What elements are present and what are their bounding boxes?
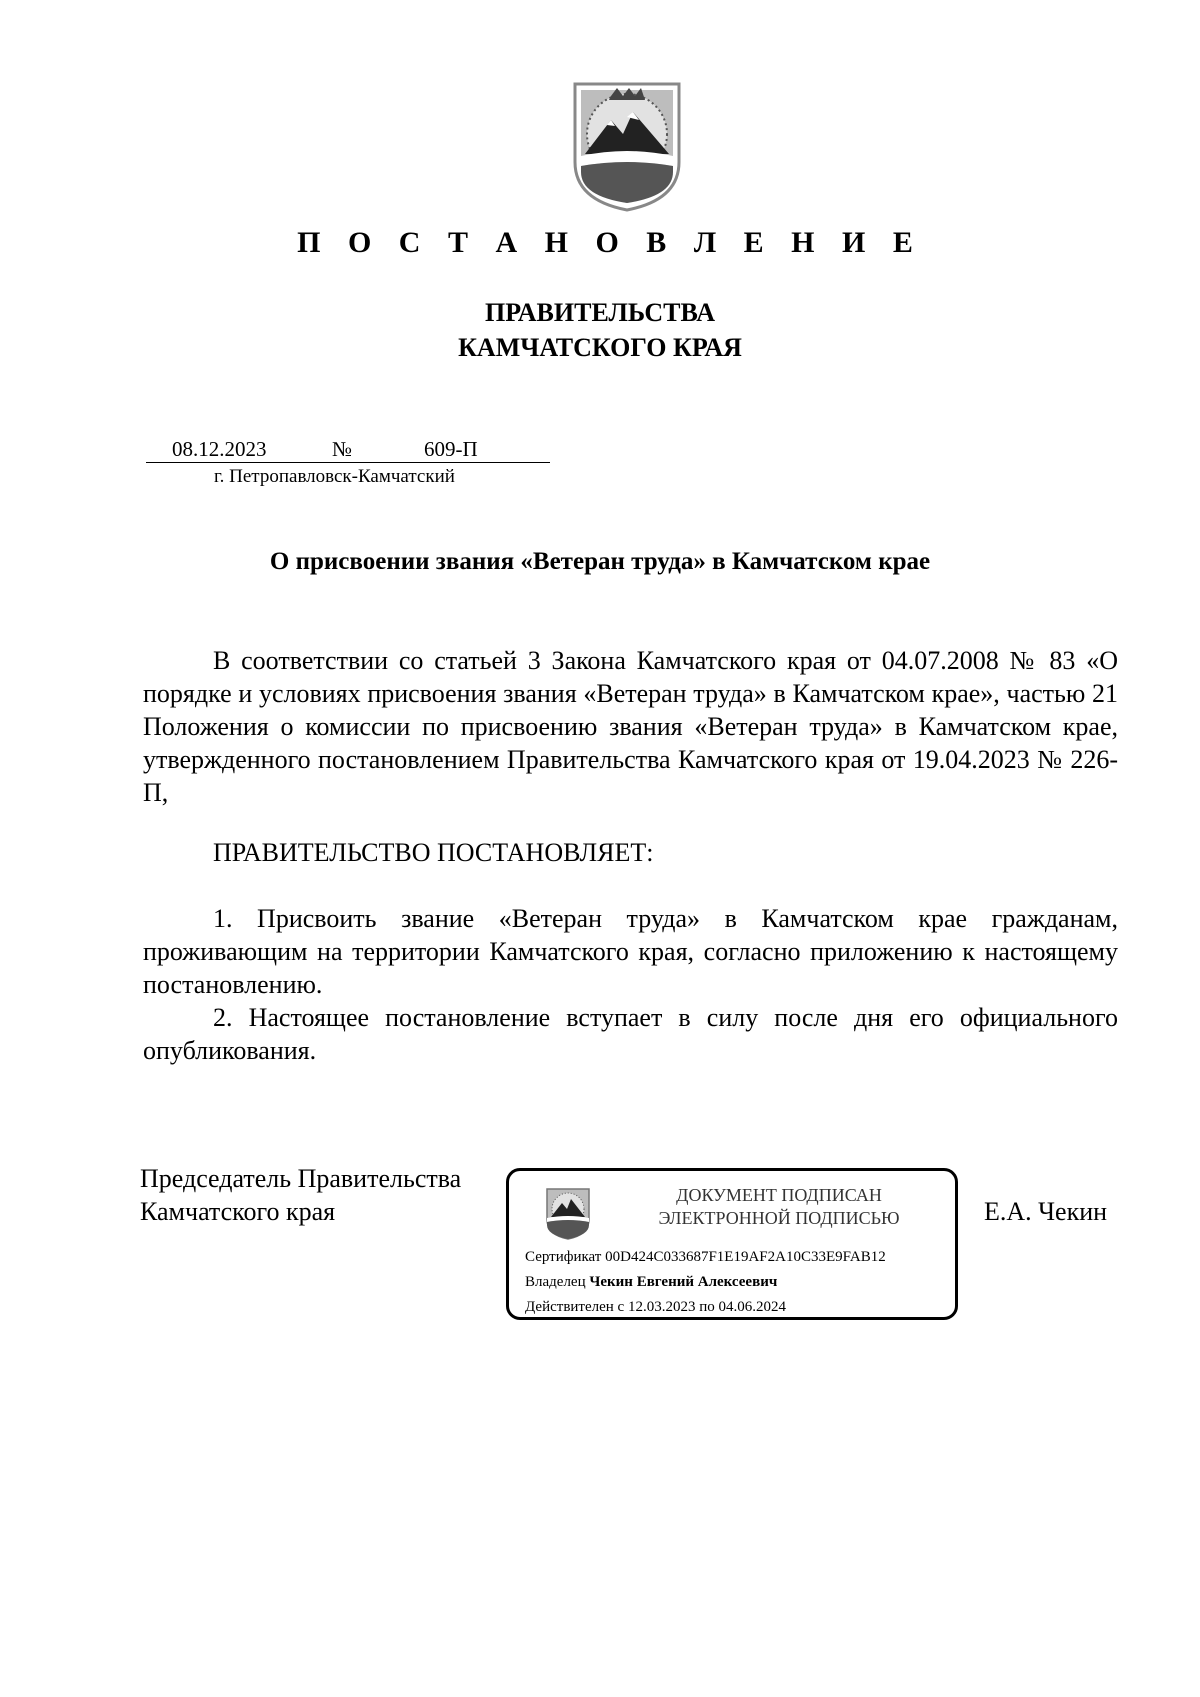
item-1-paragraph: 1. Присвоить звание «Ветеран труда» в Камчатском крае гражданам, проживающим на территории Камчатского края, согласно приложению к настоящему постановлению.: [143, 904, 1118, 999]
document-type-heading: П О С Т А Н О В Л Е Н И Е: [297, 226, 923, 259]
coat-of-arms-icon: [571, 82, 683, 212]
stamp-emblem-icon: [545, 1187, 591, 1241]
stamp-heading-line-2: ЭЛЕКТРОННОЙ ПОДПИСЬЮ: [658, 1208, 900, 1228]
document-date: 08.12.2023: [172, 437, 267, 461]
valid-to-label: по: [699, 1299, 715, 1315]
number-sign: №: [332, 437, 353, 461]
issuer-line-2: КАМЧАТСКОГО КРАЯ: [458, 333, 742, 362]
item-2-paragraph: 2. Настоящее постановление вступает в силу после дня его официального опубликования.: [143, 1003, 1118, 1065]
electronic-signature-stamp: [506, 1168, 958, 1320]
document-city: г. Петропавловск-Камчатский: [214, 466, 455, 487]
stamp-validity-row: [525, 1299, 786, 1316]
signatory-title-line-2: Камчатского края: [140, 1197, 336, 1226]
valid-from: 12.03.2023: [627, 1299, 696, 1315]
document-number: 609-П: [424, 437, 478, 461]
date-number-underline: [146, 462, 550, 463]
owner-value: Чекин Евгений Алексеевич: [589, 1274, 778, 1290]
certificate-value: 00D424C033687F1E19AF2A10C33E9FAB12: [605, 1249, 886, 1265]
signatory-name: Е.А. Чекин: [984, 1197, 1108, 1226]
valid-label: Действителен с: [525, 1299, 625, 1315]
stamp-certificate-row: [525, 1249, 886, 1266]
decree-statement: ПРАВИТЕЛЬСТВО ПОСТАНОВЛЯЕТ:: [213, 838, 654, 867]
valid-to: 04.06.2024: [718, 1299, 786, 1315]
signatory-title-line-1: Председатель Правительства: [140, 1164, 462, 1193]
stamp-heading-line-1: ДОКУМЕНТ ПОДПИСАН: [676, 1185, 882, 1205]
owner-label: Владелец: [525, 1274, 586, 1290]
stamp-owner-row: [525, 1274, 777, 1291]
certificate-label: Сертификат: [525, 1249, 602, 1265]
issuer-line-1: ПРАВИТЕЛЬСТВА: [485, 298, 715, 327]
document-subject: О присвоении звания «Ветеран труда» в Камчатском крае: [269, 548, 931, 575]
preamble-paragraph: В соответствии со статьей 3 Закона Камчатского края от 04.07.2008 № 83 «О порядке и условиях присвоения звания «Ветеран труда» в Камчатском крае», частью 21 Положения о комиссии по присвоению звания «Ветеран труда» в Камчатском крае, утвержденного постановлением Правительства Камчатского края от 19.04.2023 № 226-П,: [143, 646, 1118, 807]
